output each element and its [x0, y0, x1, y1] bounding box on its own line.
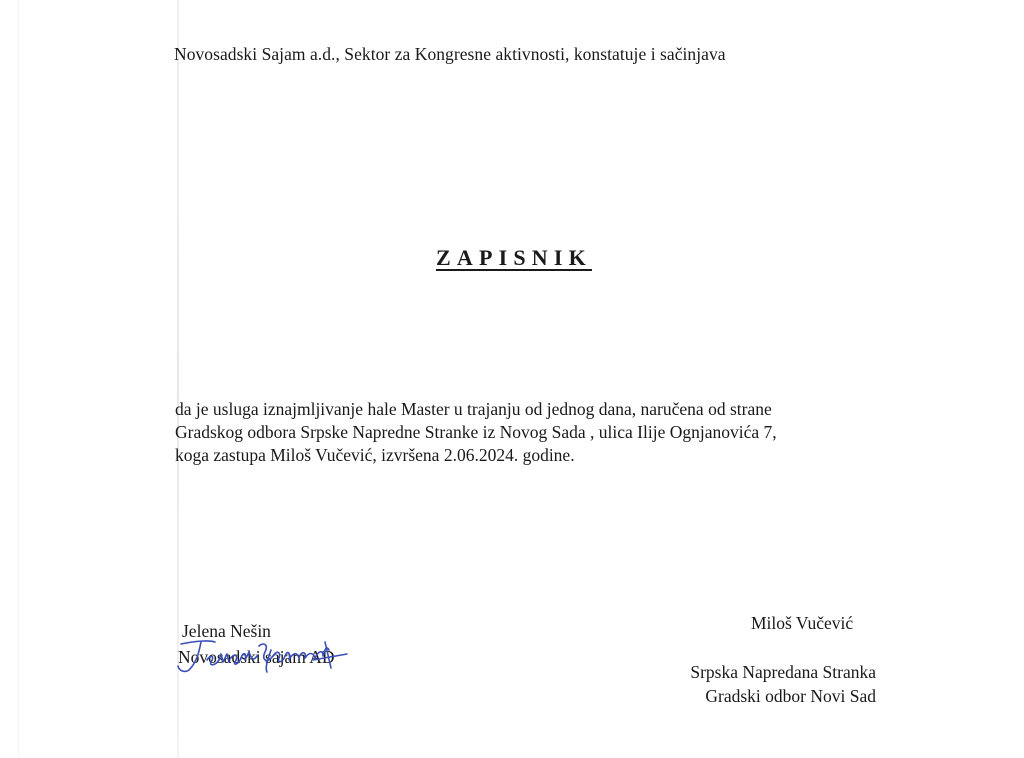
document-body [175, 398, 777, 467]
body-line: da je usluga iznajmljivanje hale Master u trajanju od jednog dana, naručena od strane [175, 399, 772, 419]
handwritten-signature-icon [175, 638, 350, 674]
signatory-right-org-line: Gradski odbor Novi Sad [705, 686, 876, 706]
intro-statement: Novosadski Sajam a.d., Sektor za Kongresne aktivnosti, konstatuje i sačinjava [174, 44, 726, 64]
signatory-right-org-line: Srpska Napredana Stranka [690, 662, 876, 682]
scan-artifact-edge [18, 0, 19, 758]
signatory-right-name: Miloš Vučević [751, 613, 854, 633]
signatory-left-name: Jelena Nešin [182, 621, 271, 641]
body-line: koga zastupa Miloš Vučević, izvršena 2.06.2024. godine. [175, 445, 575, 465]
body-line: Gradskog odbora Srpske Napredne Stranke iz Novog Sada , ulica Ilije Ognjanovića 7, [175, 422, 777, 442]
document-title: ZAPISNIK [436, 245, 592, 270]
signatory-right-organization [665, 660, 876, 708]
signatory-left-organization: Novosadski sajam AD [178, 647, 335, 667]
